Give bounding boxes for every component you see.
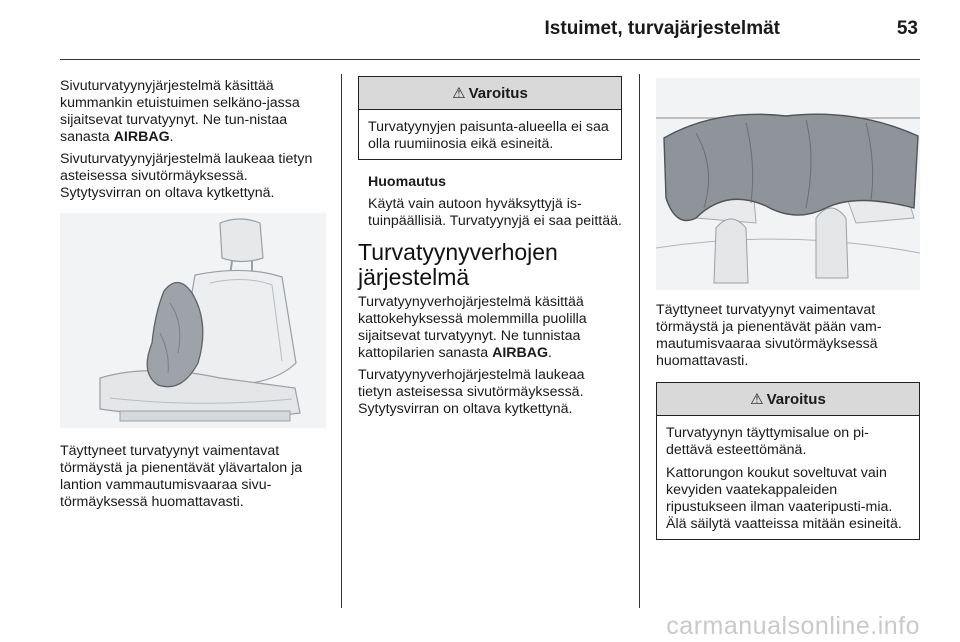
note-body: Käytä vain autoon hyväksyttyjä is-tuinpäällisiä. Turvatyynyjä ei saa peittää. <box>368 196 622 229</box>
side-airbag-caption: Täyttyneet turvatyynyt vaimentavat törmäystä ja pienentävät ylävartalon ja lantion vammautumisvaaraa sivu-törmäyksessä huomattavasti. <box>60 443 303 510</box>
warning-header-right: ⚠ Varoitus <box>657 383 919 416</box>
warning-header: ⚠ Varoitus <box>359 77 621 110</box>
curtain-airbag-deploy-text: Turvatyynyverhojärjestelmä laukeaa tietyn asteisessa sivutörmäyksessä. Sytytysvirran on oltava kytkettynä. <box>358 367 585 417</box>
curtain-airbag-caption: Täyttyneet turvatyynyt vaimentavat törmäystä ja pienentävät pään vam-mautumisvaaraa sivutörmäyksessä huomattavasti. <box>656 302 882 369</box>
warning-triangle-icon: ⚠ <box>750 391 764 408</box>
left-column <box>60 78 328 516</box>
note-title: Huomautus <box>368 174 447 190</box>
column-divider-left <box>341 74 342 608</box>
curtain-airbag-drawing <box>656 78 920 290</box>
curtain-airbag-illustration <box>656 78 920 290</box>
watermark: carmanualsonline.info <box>666 612 920 640</box>
column-divider-right <box>639 74 640 608</box>
warning-triangle-icon: ⚠ <box>452 85 466 102</box>
seat-airbag-drawing <box>60 213 326 428</box>
side-airbag-seat-illustration <box>60 213 326 428</box>
side-airbag-deploy-text: Sivuturvatyynyjärjestelmä laukeaa tietyn asteisessa sivutörmäyksessä. Sytytysvirran on oltava kytkettynä. <box>60 151 313 201</box>
page-header-title: Istuimet, turvajärjestelmät <box>544 18 780 39</box>
note-block <box>358 174 622 230</box>
side-airbag-intro: Sivuturvatyynyjärjestelmä käsittää kummankin etuistuimen selkäno-jassa sijaitsevat turvatyynyt. Ne tun-nistaa sanasta AIRBAG. <box>60 78 300 145</box>
right-column <box>656 78 920 540</box>
page-number: 53 <box>896 18 918 39</box>
curtain-airbag-intro: Turvatyynyverhojärjestelmä käsittää kattokehyksessä molemmilla puolilla sijaitsevat turvatyynyt. Ne tunnistaa kattopilarien sanasta AIRBAG. <box>358 294 587 361</box>
warning-box-right <box>656 382 920 540</box>
section-heading: Turvatyynyverhojen järjestelmä <box>358 239 558 290</box>
warning-box-middle <box>358 76 622 160</box>
middle-column <box>358 76 622 423</box>
warning-body: Turvatyynyjen paisunta-alueella ei saa olla ruumiinosia eikä esineitä. <box>368 119 609 152</box>
header-divider <box>60 59 920 60</box>
warning-body-right: Turvatyynyn täyttymisalue on pi-dettävä esteettömänä. Kattorungon koukut soveltuvat vain kevyiden vaatekappaleiden ripustukseen ilman vaateripusti-mia. Älä säilytä vaatteissa mitään esineitä. <box>666 425 902 532</box>
